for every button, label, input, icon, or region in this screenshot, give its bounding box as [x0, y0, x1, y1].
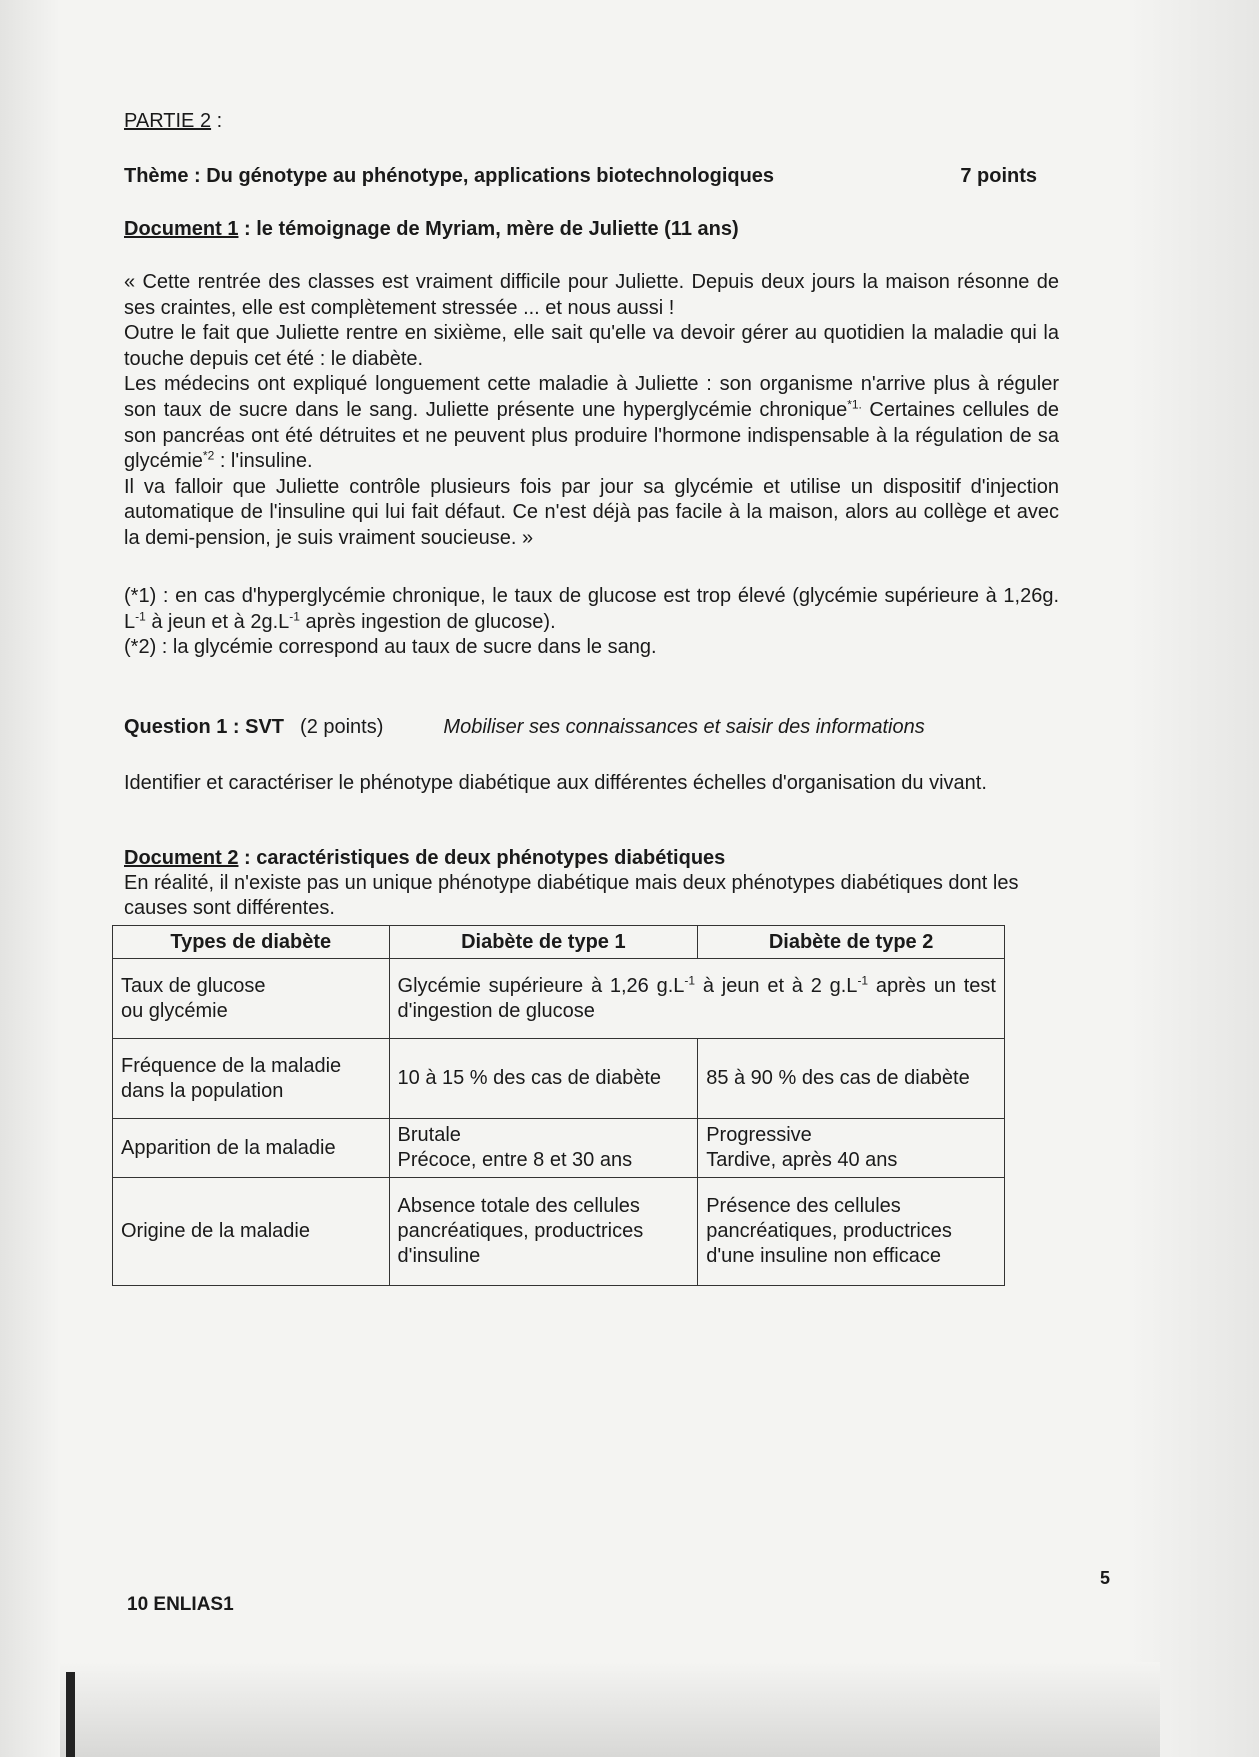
question1-heading [124, 716, 1059, 739]
table-row [113, 959, 1005, 1039]
table-cell: Présence des cellules pancréatiques, productrices d'une insuline non efficace [698, 1178, 1005, 1286]
testimony-paragraph: Les médecins ont expliqué longuement cette maladie à Juliette : son organisme n'arrive plus à réguler son taux de sucre dans le sang. Juliette présente une hyperglycémie chronique$^{*1.}$ Certaines cellules de son pancréas ont été détruites et ne peuvent plus produire l'hormone indispensable à la régulation de sa glycémie$^{*2}$ : l'insuline. [124, 373, 1059, 473]
row-label: Taux de glucose ou glycémie [113, 959, 390, 1039]
document2-intro: En réalité, il n'existe pas un unique phénotype diabétique mais deux phénotypes diabétiques dont les causes sont différentes. [124, 872, 1019, 919]
theme-line [124, 165, 1037, 188]
document2-heading: Document 2 : caractéristiques de deux phénotypes diabétiques En réalité, il n'existe pas un unique phénotype diabétique mais deux phénotypes diabétiques dont les causes sont différentes. [124, 846, 1059, 921]
footnote-1: (*1) : en cas d'hyperglycémie chronique, le taux de glucose est trop élevé (glycémie supérieure à 1,26g. $L^{-1}$ à jeun et à $2g.L^{-1}$ après ingestion de glucose). [124, 585, 1059, 633]
table-header-row [113, 926, 1005, 959]
part-heading: PARTIE 2 : [124, 110, 223, 132]
table-cell: 10 à 15 % des cas de diabète [389, 1039, 698, 1119]
document1-footnotes [124, 584, 1059, 661]
theme-title: Thème : Du génotype au phénotype, applications biotechnologiques [124, 165, 775, 187]
table-cell: Absence totale des cellules pancréatiques, productrices d'insuline [389, 1178, 698, 1286]
testimony-paragraph: Il va falloir que Juliette contrôle plusieurs fois par jour sa glycémie et utilise un dispositif d'injection automatique de l'insuline qui lui fait défaut. Ce n'est déjà pas facile à la maison, alors au collège et avec la demi-pension, je suis vraiment soucieuse. » [124, 475, 1059, 549]
table-cell: 85 à 90 % des cas de diabète [698, 1039, 1005, 1119]
row-label: Apparition de la maladie [113, 1119, 390, 1178]
table-cell: Progressive Tardive, après 40 ans [698, 1119, 1005, 1178]
table-cell: Brutale Précoce, entre 8 et 30 ans [389, 1119, 698, 1178]
table-header: Types de diabète [113, 926, 390, 959]
testimony-paragraph: « Cette rentrée des classes est vraiment difficile pour Juliette. Depuis deux jours la maison résonne de ses craintes, elle est complètement stressée ... et nous aussi ! [124, 271, 1059, 319]
question1-label: Question 1 : SVT [124, 716, 285, 738]
table-row [113, 1039, 1005, 1119]
page-number: 5 [1100, 1568, 1111, 1588]
scan-binding-mark [66, 1672, 75, 1757]
question1-competence: Mobiliser ses connaissances et saisir des informations [443, 716, 925, 738]
exam-code: 10 ENLIAS1 [127, 1594, 234, 1615]
document1-testimony [124, 270, 1059, 552]
table-row [113, 1119, 1005, 1178]
table-header: Diabète de type 2 [698, 926, 1005, 959]
scan-shadow-bottom [60, 1662, 1160, 1757]
diabetes-table [112, 925, 1005, 1286]
scan-shadow-left [0, 0, 60, 1757]
row-label: Fréquence de la maladie dans la population [113, 1039, 390, 1119]
question1-points: (2 points) [300, 716, 384, 738]
footnote-2: (*2) : la glycémie correspond au taux de sucre dans le sang. [124, 636, 657, 659]
table-row [113, 1178, 1005, 1286]
scan-shadow-right [1129, 0, 1259, 1757]
document1-heading: Document 1 : le témoignage de Myriam, mère de Juliette (11 ans) [124, 218, 739, 240]
theme-points: 7 points [960, 165, 1037, 187]
testimony-paragraph: Outre le fait que Juliette rentre en sixième, elle sait qu'elle va devoir gérer au quotidien la maladie qui la touche depuis cet été : le diabète. [124, 322, 1059, 370]
question1-text: Identifier et caractériser le phénotype diabétique aux différentes échelles d'organisation du vivant. [124, 772, 987, 794]
row-label: Origine de la maladie [113, 1178, 390, 1286]
table-header: Diabète de type 1 [389, 926, 698, 959]
table-cell: Glycémie supérieure à 1,26 $g.L^{-1}$ à jeun et à 2 $g.L^{-1}$ après un test d'ingestion de glucose [389, 959, 1004, 1039]
